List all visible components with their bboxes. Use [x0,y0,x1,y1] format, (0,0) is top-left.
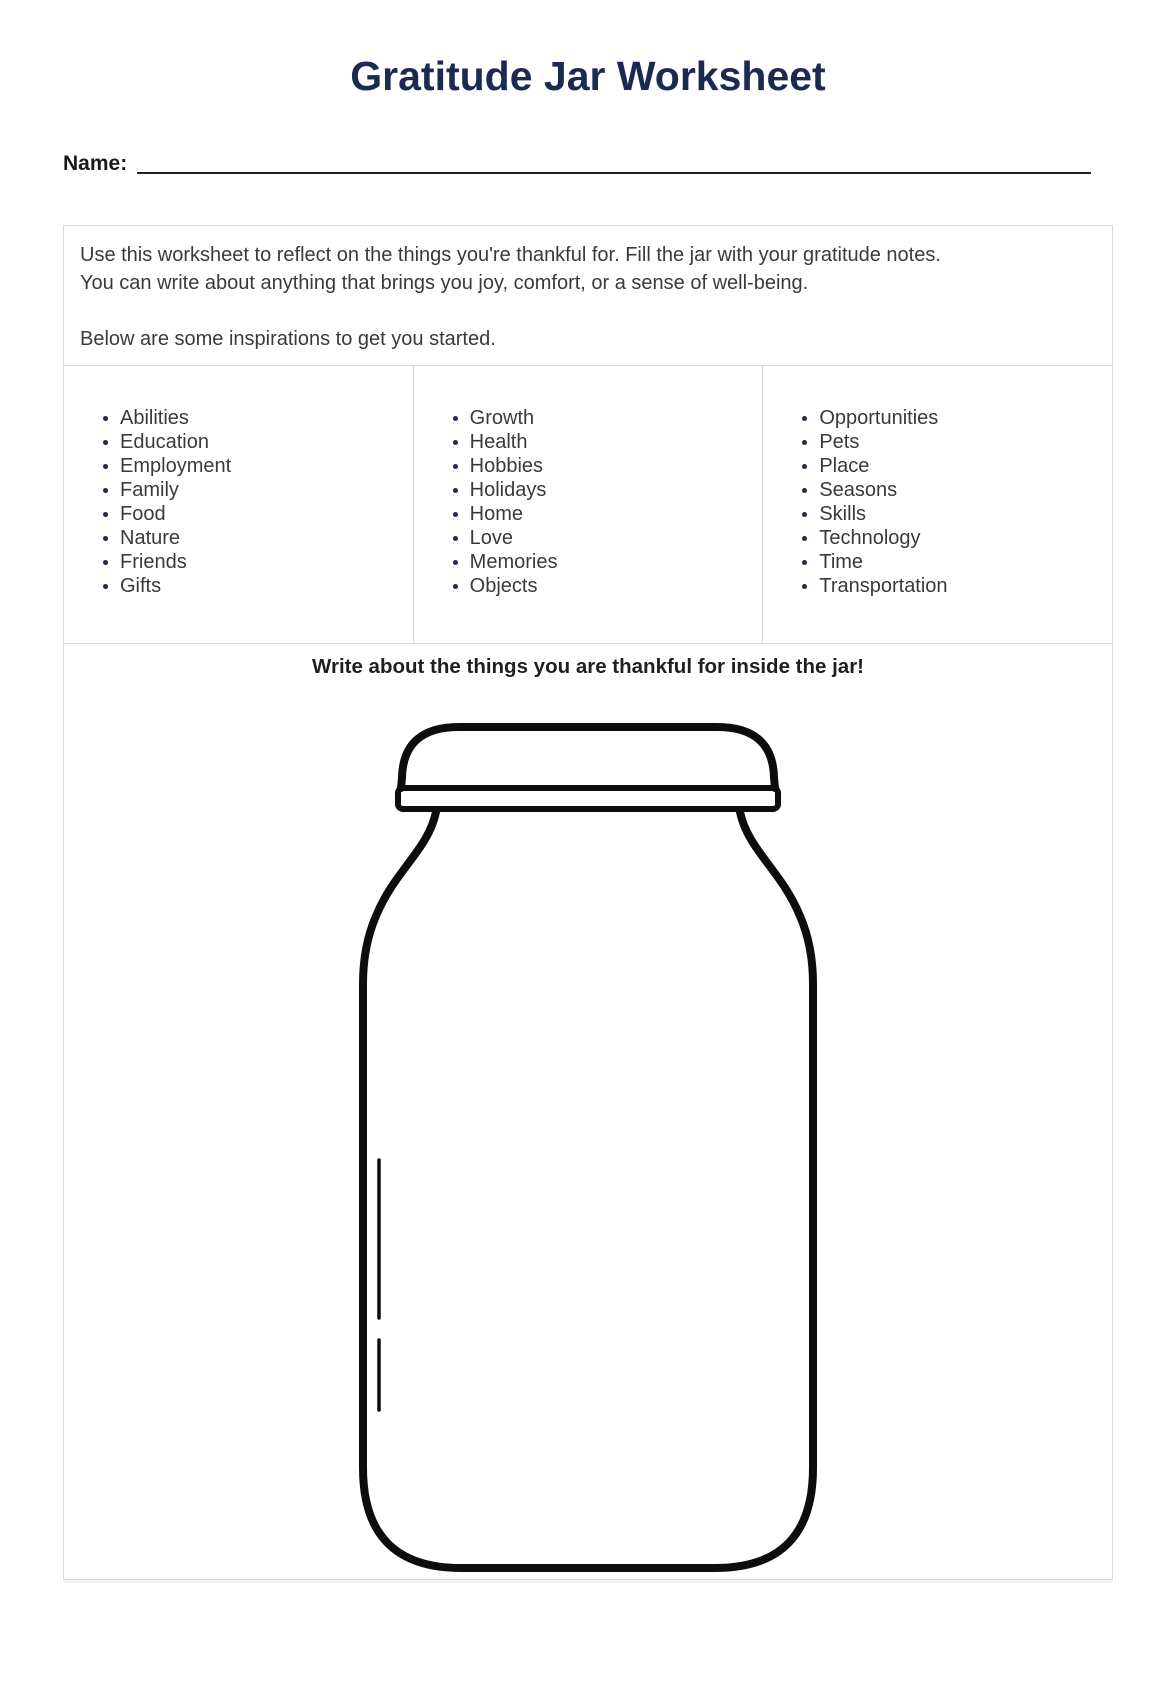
name-label: Name: [63,152,128,175]
inspiration-item: • Skills [819,502,1112,526]
jar-lid [401,727,775,788]
inspiration-column-2 [413,366,763,643]
inspiration-item: • Abilities [120,406,413,430]
inspiration-item: • Opportunities [819,406,1112,430]
name-fill-in-line[interactable] [137,150,1091,174]
inspiration-item: • Seasons [819,478,1112,502]
jar-illustration [357,722,819,1574]
page-title: Gratitude Jar Worksheet [350,53,826,99]
inspiration-columns [64,366,1112,643]
intro-line-1: Use this worksheet to reflect on the things you're thankful for. Fill the jar with your gratitude notes. [80,244,941,266]
intro-section [64,226,1112,366]
inspiration-item: • Hobbies [470,454,763,478]
inspiration-item: • Gifts [120,574,413,598]
inspiration-item: • Home [470,502,763,526]
inspiration-list-1 [64,406,413,598]
inspiration-item: • Education [120,430,413,454]
inspiration-list-3 [763,406,1112,598]
inspiration-item: • Holidays [470,478,763,502]
inspiration-item: • Friends [120,550,413,574]
jar-section-heading: Write about the things you are thankful for inside the jar! [311,655,865,678]
worksheet-body [63,225,1113,1580]
inspiration-item: • Transportation [819,574,1112,598]
inspiration-item: • Employment [120,454,413,478]
inspiration-item: • Memories [470,550,763,574]
inspiration-item: • Technology [819,526,1112,550]
name-field-row [63,146,1113,176]
inspiration-item: • Place [819,454,1112,478]
inspiration-item: • Growth [470,406,763,430]
jar-section [64,643,1112,1579]
inspiration-item: • Time [819,550,1112,574]
jar-body [363,812,813,1568]
inspiration-item: • Health [470,430,763,454]
intro-line-3: Below are some inspirations to get you started. [80,328,496,350]
worksheet-page [0,52,1176,1682]
intro-gap [80,297,1096,325]
inspiration-item: • Food [120,502,413,526]
inspiration-item: • Pets [819,430,1112,454]
inspiration-item: • Family [120,478,413,502]
inspiration-list-2 [414,406,763,598]
jar-writing-area[interactable] [357,722,819,1574]
inspiration-column-1 [64,366,413,643]
inspiration-item: • Love [470,526,763,550]
inspiration-column-3 [762,366,1112,643]
inspiration-item: • Objects [470,574,763,598]
inspiration-item: • Nature [120,526,413,550]
jar-band [398,788,778,809]
intro-line-2: You can write about anything that brings you joy, comfort, or a sense of well-being. [80,272,809,294]
